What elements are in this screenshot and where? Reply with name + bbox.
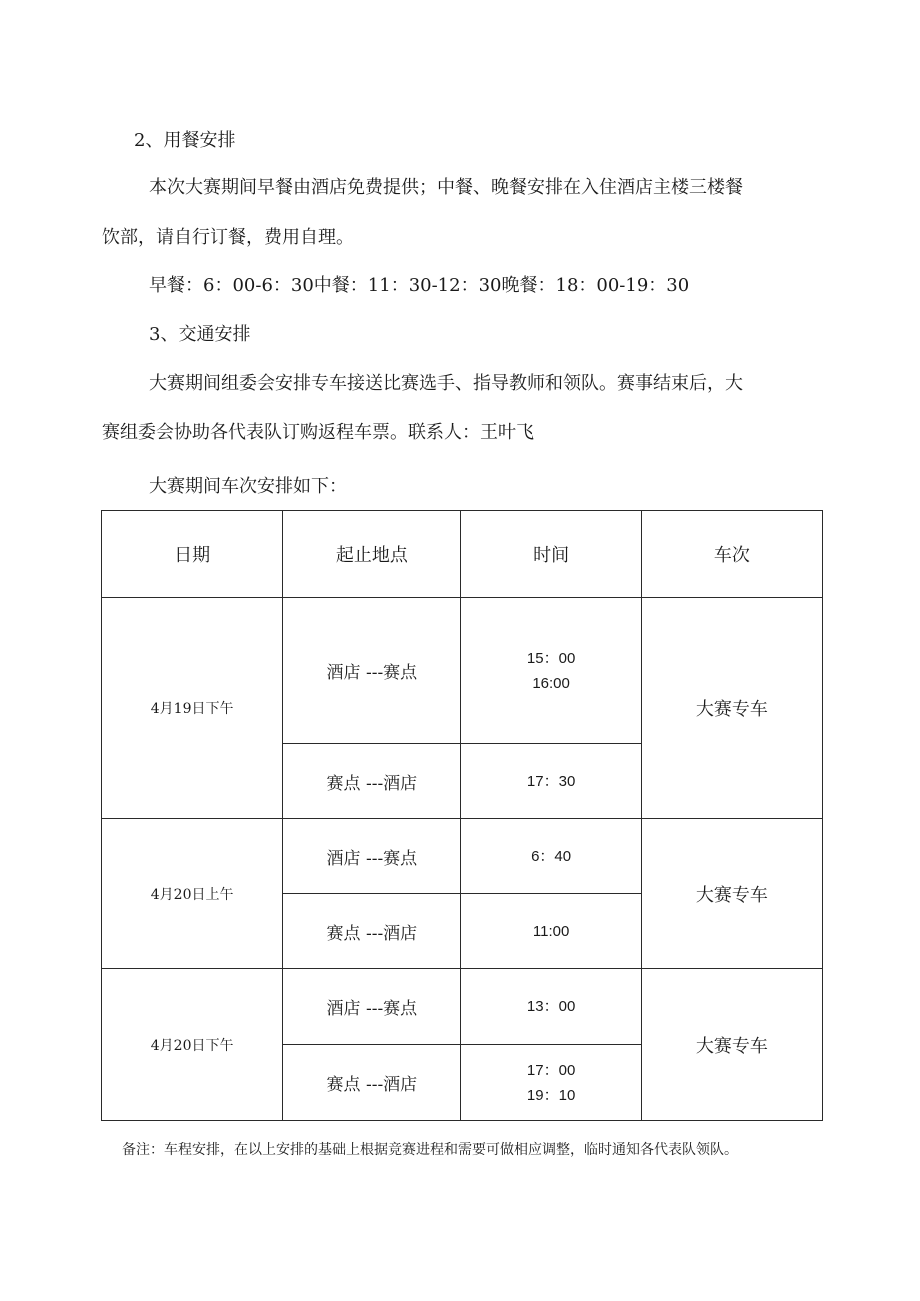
section-heading-transport: 3、交通安排 <box>149 324 251 345</box>
time-value: 13：00 <box>526 998 576 1015</box>
route-cell: 赛点 ---酒店 <box>283 1045 461 1121</box>
date-cell: 4月20日下午 <box>102 969 283 1121</box>
route-cell: 赛点 ---酒店 <box>283 894 461 969</box>
time-cell <box>461 969 641 1045</box>
transport-paragraph-line-2: 赛组委会协助各代表队订购返程车票。联系人：王叶飞 <box>102 422 534 443</box>
meal-times: 早餐：6：00-6：30中餐：11：30-12：30晚餐：18：00-19：30 <box>149 275 690 296</box>
header-bus: 车次 <box>641 511 822 598</box>
table-row <box>102 598 823 744</box>
bus-cell: 大赛专车 <box>641 969 822 1121</box>
route-cell: 赛点 ---酒店 <box>283 744 461 819</box>
time-cell <box>461 894 641 969</box>
time-value: 11:00 <box>532 922 570 940</box>
time-value: 15：00 <box>526 649 576 667</box>
bus-cell: 大赛专车 <box>641 598 822 819</box>
route-cell: 酒店 ---赛点 <box>283 819 461 894</box>
header-date: 日期 <box>102 511 283 598</box>
date-cell: 4月20日上午 <box>102 819 283 969</box>
meal-paragraph-line-2: 饮部，请自行订餐，费用自理。 <box>102 227 354 248</box>
route-cell: 酒店 ---赛点 <box>283 598 461 744</box>
route-cell: 酒店 ---赛点 <box>283 969 461 1045</box>
schedule-intro: 大赛期间车次安排如下： <box>149 476 347 497</box>
time-cell <box>461 819 641 894</box>
date-cell: 4月19日下午 <box>102 598 283 819</box>
remark-note: 备注：车程安排，在以上安排的基础上根据竞赛进程和需要可做相应调整，临时通知各代表队领队。 <box>122 1142 738 1158</box>
bus-cell: 大赛专车 <box>641 819 822 969</box>
time-value: 17：30 <box>526 772 576 790</box>
time-value: 6：40 <box>531 847 572 865</box>
header-time: 时间 <box>461 511 641 598</box>
time-value: 17：00 <box>526 1061 576 1079</box>
time-cell <box>461 1045 641 1121</box>
time-cell <box>461 598 641 744</box>
table-row <box>102 819 823 894</box>
section-heading-meals: 2、用餐安排 <box>134 130 236 151</box>
time-value: 19：10 <box>526 1086 576 1104</box>
time-value: 16:00 <box>532 674 570 692</box>
table-header-row <box>102 511 823 598</box>
header-route: 起止地点 <box>283 511 461 598</box>
bus-schedule-table <box>101 510 823 1121</box>
table-row <box>102 969 823 1045</box>
transport-paragraph-line-1: 大赛期间组委会安排专车接送比赛选手、指导教师和领队。赛事结束后，大 <box>149 373 743 394</box>
meal-paragraph-line-1: 本次大赛期间早餐由酒店免费提供；中餐、晚餐安排在入住酒店主楼三楼餐 <box>149 177 743 198</box>
time-cell <box>461 744 641 819</box>
